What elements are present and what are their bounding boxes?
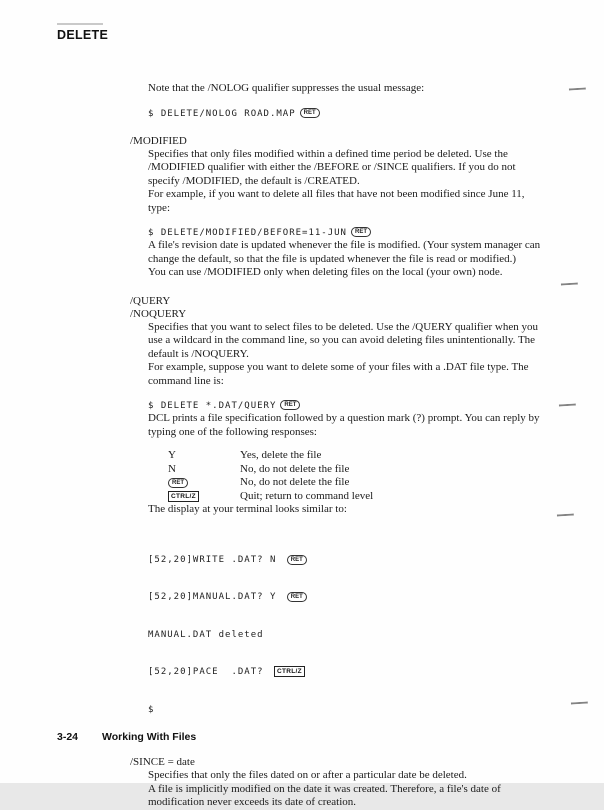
command-text: $ DELETE/NOLOG ROAD.MAP	[148, 108, 296, 119]
page-number: 3-24	[57, 731, 79, 743]
terminal-text: MANUAL.DAT deleted	[148, 629, 264, 640]
return-key-icon: RET	[287, 592, 307, 602]
return-key-icon: RET	[280, 400, 300, 410]
paragraph-modified-2: For example, if you want to delete all files that have not been modified since June 11, type:	[148, 188, 525, 214]
response-key	[168, 476, 240, 490]
qualifier-noquery: /NOQUERY	[130, 307, 187, 320]
return-key-icon: RET	[300, 108, 320, 118]
response-desc: No, do not delete the file	[240, 462, 350, 475]
footer-section-title: Working With Files	[102, 731, 197, 743]
return-key-icon: RET	[351, 227, 371, 237]
page-title: DELETE	[57, 28, 109, 42]
return-key-icon: RET	[287, 555, 307, 565]
response-key: N	[168, 462, 176, 475]
response-desc: Quit; return to command level	[240, 489, 374, 502]
terminal-text: [52,20]WRITE .DAT? N	[148, 554, 283, 565]
terminal-line	[148, 554, 548, 567]
response-key	[168, 490, 240, 504]
terminal-line	[148, 629, 548, 642]
paragraph-query-3: DCL prints a file specification followed by a question mark (?) prompt. You can reply by typing one of the following responses:	[148, 412, 540, 438]
paragraph-query-1: Specifies that you want to select files to be deleted. Use the /QUERY qualifier when you use a wildcard in the command line, so you can avoid deleting files unintentionally. The default is /NOQUERY.	[148, 320, 538, 360]
paragraph-modified-1: Specifies that only files modified within a defined time period be deleted. Use the /MODIFIED qualifier with either the /BEFORE or /SINCE qualifiers. If you do not specify /MODIFIED, the default is /CREATED.	[148, 147, 516, 187]
command-line-query	[148, 400, 548, 412]
paragraph-since-2: A file is implicitly modified on the date it was created. Therefore, a file's date of modification never exceeds its date of creation.	[148, 782, 501, 808]
qualifier-since: /SINCE = date	[130, 756, 195, 768]
scan-curl-mark	[559, 404, 576, 412]
paragraph-modified-3: A file's revision date is updated whenever the file is modified. (Your system manager can change the default, so that the file is updated whenever the file is read or modified.)	[148, 239, 541, 265]
qualifier-query: /QUERY	[130, 294, 171, 307]
terminal-text: [52,20]MANUAL.DAT? Y	[148, 592, 283, 602]
response-desc: No, do not delete the file	[240, 476, 350, 488]
scan-curl-mark	[571, 702, 588, 710]
ctrl-z-key-icon: CTRL/Z	[168, 491, 199, 502]
table-row	[168, 490, 548, 504]
command-line-modified	[148, 227, 548, 239]
paragraph-modified-4: You can use /MODIFIED only when deleting files on the local (your own) node.	[148, 266, 503, 278]
paragraph-query-2: For example, suppose you want to delete some of your files with a .DAT file type. The command line is:	[148, 361, 529, 387]
terminal-line	[148, 666, 548, 679]
table-row	[168, 476, 548, 490]
terminal-text: [52,20]PACE .DAT?	[148, 667, 270, 677]
return-key-icon: RET	[168, 478, 188, 488]
table-row	[168, 449, 548, 463]
paragraph-query-4: The display at your terminal looks similar to:	[148, 503, 347, 515]
table-row	[168, 463, 548, 477]
response-key: Y	[168, 449, 176, 461]
response-table	[168, 449, 548, 503]
terminal-line	[148, 591, 548, 604]
terminal-line	[148, 704, 548, 717]
scan-curl-mark	[569, 88, 586, 96]
qualifier-modified: /MODIFIED	[130, 134, 187, 147]
paragraph-since-1: Specifies that only the files dated on or after a particular date be deleted.	[148, 769, 467, 781]
ctrl-z-key-icon: CTRL/Z	[274, 666, 305, 677]
scan-curl-mark	[561, 283, 578, 291]
terminal-display	[148, 529, 548, 742]
page-body	[130, 82, 548, 810]
page-footer	[57, 731, 196, 743]
command-text: $ DELETE/MODIFIED/BEFORE=11-JUN	[148, 228, 347, 238]
header-rule	[57, 23, 103, 25]
response-desc: Yes, delete the file	[240, 449, 322, 461]
paragraph-nolog-note: Note that the /NOLOG qualifier suppresses the usual message:	[148, 82, 425, 94]
terminal-text: $	[148, 704, 155, 715]
command-line-nolog	[148, 108, 548, 120]
command-text: $ DELETE *.DAT/QUERY	[148, 401, 277, 411]
scan-curl-mark	[557, 514, 574, 522]
